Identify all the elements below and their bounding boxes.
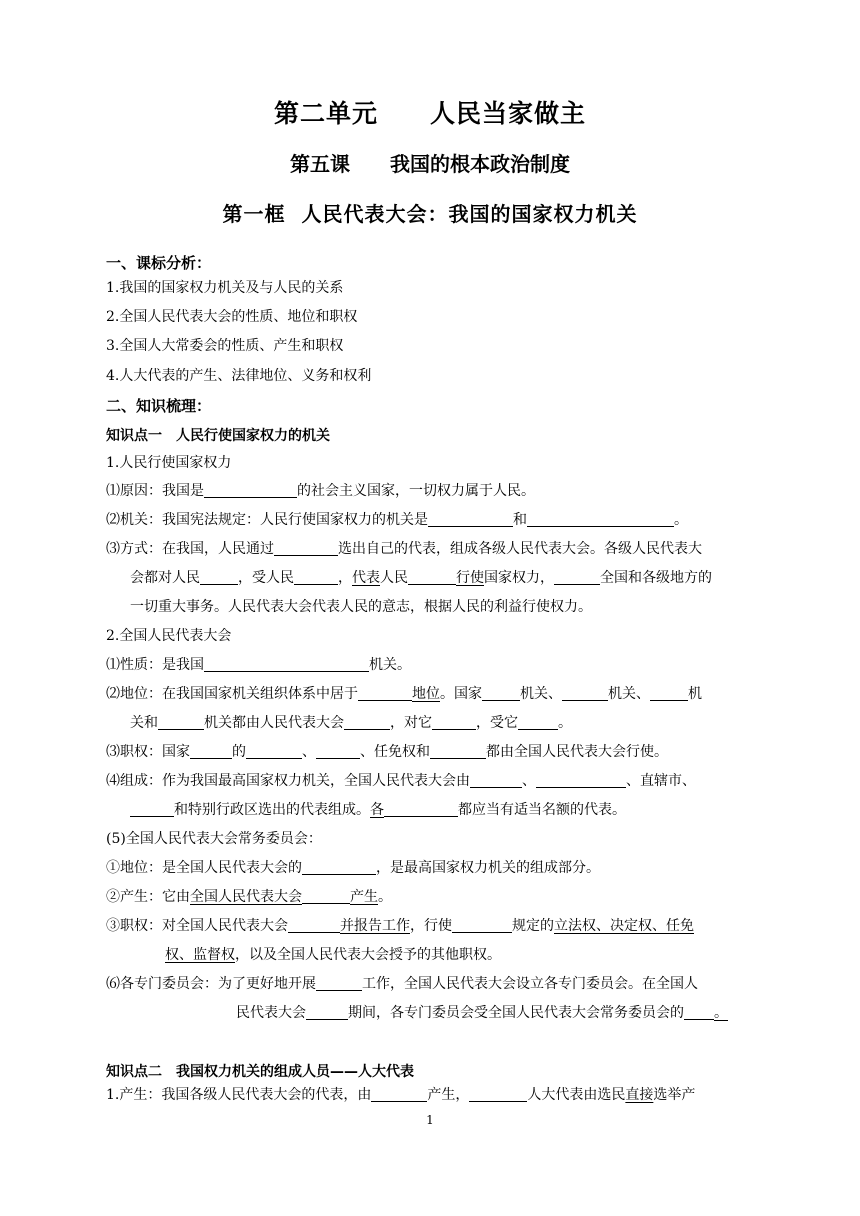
answer-blank[interactable] — [650, 685, 688, 701]
kp1-standing-status: ①地位：是全国人民代表大会的 ，是最高国家权力机关的组成部分。 — [106, 860, 600, 876]
kp1-status: 关和 机关都由人民代表大会 ，对它 ，受它 。 — [130, 715, 572, 731]
section1-heading: 一、课标分析： — [106, 254, 212, 272]
answer-blank[interactable] — [204, 482, 297, 498]
standard-item: 3.全国人大常委会的性质、产生和职权 — [106, 338, 344, 354]
answer-blank[interactable] — [158, 714, 204, 730]
section2-heading: 二、知识梳理： — [106, 397, 212, 415]
answer-blank[interactable] — [344, 714, 390, 730]
answer-blank[interactable] — [684, 1004, 714, 1020]
standard-item: 2.全国人民代表大会的性质、地位和职权 — [106, 309, 358, 325]
kp1-status: ⑵地位：在我国国家机关组织体系中居于 地位。国家 机关、 机关、 机 — [106, 686, 702, 702]
answer-blank[interactable] — [288, 917, 340, 933]
kp1-organ: ⑵机关：我国宪法规定：人民行使国家权力的机关是 和 。 — [106, 512, 688, 528]
answer-blank[interactable] — [470, 772, 522, 788]
standard-item: 1.我国的国家权力机关及与人民的关系 — [106, 280, 344, 296]
kp1-way: 会都对人民 ，受人民 ，代表人民 行使国家权力， 全国和各级地方的 — [130, 570, 712, 586]
answer-blank[interactable] — [316, 975, 362, 991]
answer-blank[interactable] — [562, 685, 608, 701]
answer-blank[interactable] — [130, 801, 174, 817]
answer-blank[interactable] — [306, 1004, 348, 1020]
answer-blank[interactable] — [469, 1086, 527, 1102]
answer-blank[interactable] — [274, 540, 338, 556]
answer-blank[interactable] — [554, 569, 600, 585]
kp1-standing-origin: ②产生：它由全国人民代表大会 产生。 — [106, 889, 392, 905]
answer-blank[interactable] — [302, 859, 376, 875]
answer-blank[interactable] — [302, 888, 350, 904]
kp1-standing: (5)全国人民代表大会常务委员会： — [106, 831, 322, 847]
kp1-special: 民代表大会 期间，各专门委员会受全国人民代表大会常务委员会的 。 — [236, 1005, 728, 1021]
answer-blank[interactable] — [204, 656, 369, 672]
kp1-way: 一切重大事务。人民代表大会代表人民的意志，根据人民的利益行使权力。 — [130, 599, 592, 615]
answer-blank[interactable] — [430, 743, 486, 759]
answer-blank[interactable] — [358, 685, 412, 701]
answer-blank[interactable] — [518, 714, 558, 730]
page-number: 1 — [426, 1113, 434, 1127]
answer-blank[interactable] — [482, 685, 520, 701]
answer-blank[interactable] — [371, 1086, 427, 1102]
kp1-power: ⑶职权：国家 的 、 、任免权和 都由全国人民代表大会行使。 — [106, 744, 668, 760]
answer-blank[interactable] — [316, 743, 360, 759]
answer-blank[interactable] — [200, 569, 238, 585]
answer-blank[interactable] — [190, 743, 232, 759]
answer-blank[interactable] — [432, 714, 476, 730]
kp1-nature: ⑴性质：是我国 机关。 — [106, 657, 411, 673]
kp1-standing-power: ③职权：对全国人民代表大会 并报告工作，行使 规定的立法权、决定权、任免 — [106, 918, 694, 934]
answer-blank[interactable] — [246, 743, 302, 759]
kp1-way: ⑶方式：在我国，人民通过 选出自己的代表，组成各级人民代表大会。各级人民代表大 — [106, 541, 702, 557]
kp1-composition: ⑷组成：作为我国最高国家权力机关，全国人民代表大会由 、 、直辖市、 — [106, 773, 696, 789]
kp1-title: 知识点一 人民行使国家权力的机关 — [106, 428, 330, 444]
answer-blank[interactable] — [536, 772, 626, 788]
kp1-standing-power: 权、监督权，以及全国人民代表大会授予的其他职权。 — [165, 947, 501, 963]
kp1-p1: 1.人民行使国家权力 — [106, 455, 232, 471]
kp1-reason: ⑴原因：我国是 的社会主义国家，一切权力属于人民。 — [106, 483, 535, 499]
kp2-p1: 1.产生：我国各级人民代表大会的代表，由 产生， 人大代表由选民直接选举产 — [106, 1087, 696, 1103]
lesson-title: 第五课 我国的根本政治制度 — [290, 152, 570, 176]
answer-blank[interactable] — [452, 917, 512, 933]
unit-title: 第二单元 人民当家做主 — [273, 99, 587, 128]
standard-item: 4.人大代表的产生、法律地位、义务和权利 — [106, 368, 372, 384]
frame-title: 第一框 人民代表大会：我国的国家权力机关 — [222, 202, 638, 226]
answer-blank[interactable] — [408, 569, 456, 585]
answer-blank[interactable] — [384, 801, 458, 817]
kp2-title: 知识点二 我国权力机关的组成人员——人大代表 — [106, 1064, 414, 1080]
answer-blank[interactable] — [527, 511, 674, 527]
answer-blank[interactable] — [428, 511, 513, 527]
kp1-special: ⑹各专门委员会：为了更好地开展 工作，全国人民代表大会设立各专门委员会。在全国人 — [106, 976, 698, 992]
answer-blank[interactable] — [294, 569, 338, 585]
kp1-composition: 和特别行政区选出的代表组成。各 都应当有适当名额的代表。 — [130, 800, 626, 820]
kp1-p2: 2.全国人民代表大会 — [106, 628, 232, 644]
